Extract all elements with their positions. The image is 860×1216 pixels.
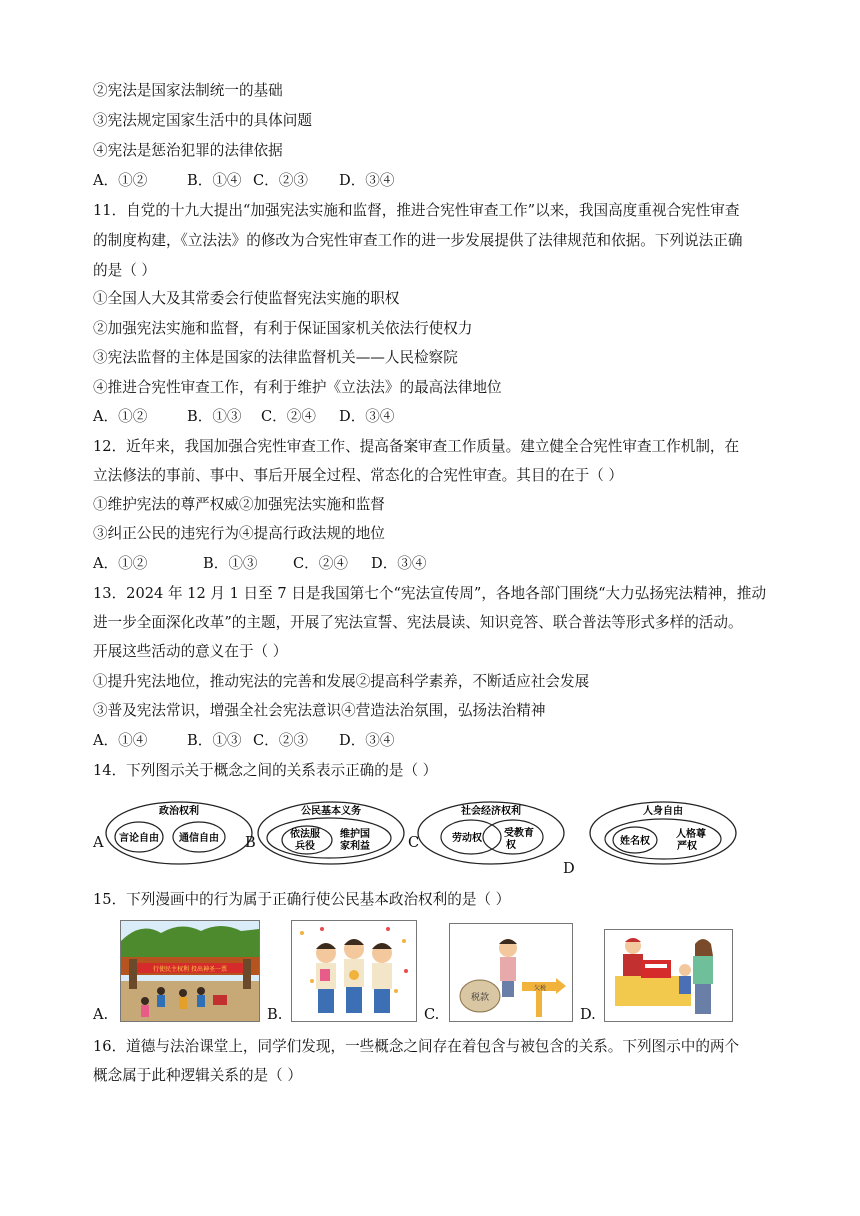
q10-item-2: ②宪法是国家法制统一的基础 <box>93 82 283 99</box>
q11-option-d[interactable]: D．③④ <box>339 408 395 425</box>
q14-stem: 14．下列图示关于概念之间的关系表示正确的是（ ） <box>93 762 438 779</box>
q12-stem-1: 12．近年来，我国加强合宪性审查工作、提高备案审查工作质量。建立健全合宪性审查工作机制，在 <box>93 438 740 455</box>
q14-c-right-label-1: 受教育 <box>504 828 534 839</box>
q13-item-1: ①提升宪法地位，推动宪法的完善和发展②提高科学素养，不断适应社会发展 <box>93 673 590 690</box>
q14-letter-c[interactable]: C <box>408 834 420 851</box>
q15-stem: 15．下列漫画中的行为属于正确行使公民基本政治权利的是（ ） <box>93 891 511 908</box>
q10-option-b[interactable]: B．①④ <box>187 172 242 189</box>
q14-d-left-label: 姓名权 <box>620 836 650 847</box>
q15-cartoon-c-tax <box>449 923 573 1022</box>
q15-letter-b[interactable]: B. <box>267 1006 283 1023</box>
q14-diagram-c <box>415 796 567 866</box>
q14-b-outer-label: 公民基本义务 <box>301 806 361 817</box>
q11-item-4: ④推进合宪性审查工作，有利于维护《立法法》的最高法律地位 <box>93 379 502 396</box>
q14-d-outer-label: 人身自由 <box>643 806 683 817</box>
q11-item-1: ①全国人大及其常委会行使监督宪法实施的职权 <box>93 290 400 307</box>
q15-letter-c[interactable]: C. <box>424 1006 440 1023</box>
q10-option-a[interactable]: A．①② <box>93 172 148 189</box>
q15-letter-d[interactable]: D. <box>580 1006 596 1023</box>
q14-letter-b[interactable]: B <box>245 834 256 851</box>
q12-item-1: ①维护宪法的尊严权威②加强宪法实施和监督 <box>93 496 385 513</box>
q13-options <box>93 731 394 751</box>
q14-letter-d[interactable]: D <box>563 860 575 877</box>
q14-d-right-label-2: 严权 <box>677 841 697 852</box>
q10-item-4: ④宪法是惩治犯罪的法律依据 <box>93 142 283 159</box>
q11-item-2: ②加强宪法实施和监督，有利于保证国家机关依法行使权力 <box>93 320 473 337</box>
q16-stem-2: 概念属于此种逻辑关系的是（ ） <box>93 1067 302 1084</box>
q16-stem-1: 16．道德与法治课堂上，同学们发现，一些概念之间存在着包含与被包含的关系。下列图示中的两个 <box>93 1038 740 1055</box>
q12-option-c[interactable]: C．②④ <box>293 555 348 572</box>
q13-item-2: ③普及宪法常识，增强全社会宪法意识④营造法治氛围，弘扬法治精神 <box>93 702 546 719</box>
q14-b-left-label-1: 依法服 <box>290 829 320 840</box>
q14-b-right-label-1: 维护国 <box>340 829 370 840</box>
q11-stem-3: 的是（ ） <box>93 262 157 279</box>
q14-diagram-b <box>255 796 407 866</box>
q11-item-3: ③宪法监督的主体是国家的法律监督机关——人民检察院 <box>93 349 458 366</box>
q14-diagram-d <box>587 796 739 866</box>
q14-c-left-label: 劳动权 <box>452 833 482 844</box>
q11-stem-2: 的制度构建，《立法法》的修改为合宪性审查工作的进一步发展提供了法律规范和依据。下列说法正确 <box>93 232 743 249</box>
q10-option-d[interactable]: D．③④ <box>339 172 395 189</box>
q11-options <box>93 407 394 427</box>
q15-cartoon-a-voting <box>120 920 260 1022</box>
q13-stem-2: 进一步全面深化改革”的主题，开展了宪法宣誓、宪法晨读、知识竞答、联合普法等形式多样的活动。 <box>93 614 743 631</box>
q15-c-sign-label: 欠税 <box>533 985 547 992</box>
q14-a-left-label: 言论自由 <box>119 833 159 844</box>
q15-letter-a[interactable]: A. <box>93 1006 109 1023</box>
q14-a-right-label: 通信自由 <box>179 833 219 844</box>
q12-item-2: ③纠正公民的违宪行为④提高行政法规的地位 <box>93 525 385 542</box>
q13-stem-3: 开展这些活动的意义在于（ ） <box>93 643 288 660</box>
q14-b-right-label-2: 家利益 <box>340 841 370 852</box>
q11-stem-1: 11．自党的十九大提出“加强宪法实施和监督，推进合宪性审查工作”以来，我国高度重视合宪性审查 <box>93 202 740 219</box>
q15-cartoon-b-celebration <box>291 920 417 1022</box>
q14-d-right-label-1: 人格尊 <box>676 829 706 840</box>
q12-stem-2: 立法修法的事前、事中、事后开展全过程、常态化的合宪性审查。其目的在于（ ） <box>93 467 624 484</box>
q14-a-outer-label: 政治权利 <box>159 806 199 817</box>
q12-option-d[interactable]: D．③④ <box>371 555 427 572</box>
q14-b-left-label-2: 兵役 <box>295 841 315 852</box>
q12-option-b[interactable]: B．①③ <box>203 555 258 572</box>
q12-option-a[interactable]: A．①② <box>93 555 148 572</box>
q14-diagram-a <box>103 796 255 866</box>
q13-stem-1: 13．2024 年 12 月 1 日至 7 日是我国第七个“宪法宣传周”，各地各部门围绕“大力弘扬宪法精神，推动 <box>93 585 767 602</box>
q13-option-b[interactable]: B．①③ <box>187 732 242 749</box>
q10-item-3: ③宪法规定国家生活中的具体问题 <box>93 112 312 129</box>
q11-option-c[interactable]: C．②④ <box>261 408 316 425</box>
q13-option-a[interactable]: A．①④ <box>93 732 148 749</box>
q11-option-b[interactable]: B．①③ <box>187 408 242 425</box>
q14-c-right-label-2: 权 <box>506 840 516 851</box>
q10-options <box>93 171 394 191</box>
q13-option-c[interactable]: C．②③ <box>253 732 308 749</box>
q15-c-bag-label: 税款 <box>470 993 490 1003</box>
q15-cartoon-d-donation <box>604 929 733 1022</box>
q14-c-outer-label: 社会经济权利 <box>461 806 521 817</box>
q10-option-c[interactable]: C．②③ <box>253 172 308 189</box>
q14-letter-a[interactable]: A <box>93 834 104 851</box>
q15-a-banner-text: 行使民主权利 投出神圣一票 <box>153 966 227 973</box>
q13-option-d[interactable]: D．③④ <box>339 732 395 749</box>
q11-option-a[interactable]: A．①② <box>93 408 148 425</box>
q12-options <box>93 554 426 574</box>
